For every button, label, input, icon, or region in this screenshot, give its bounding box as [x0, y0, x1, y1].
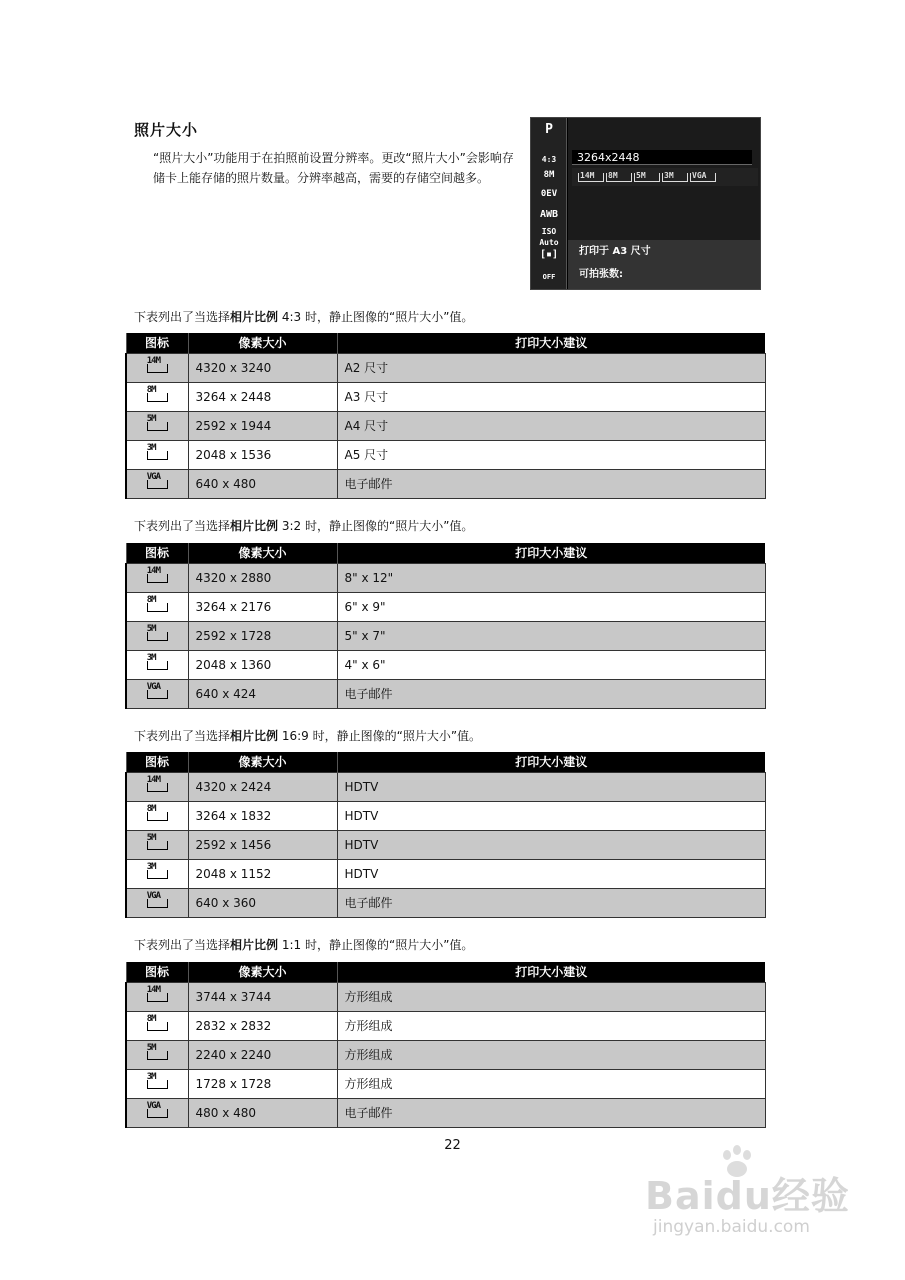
table-row [126, 1011, 765, 1040]
table-row [126, 830, 765, 859]
header-icon: 图标 [126, 962, 188, 982]
header-pixels: 像素大小 [188, 962, 337, 982]
table-row [126, 411, 765, 440]
shots-remaining-label: 可拍张数: [579, 269, 623, 280]
print-size: A4 尺寸 [337, 411, 765, 440]
camera-info-panel [568, 240, 761, 290]
header-icon: 图标 [126, 752, 188, 772]
size-vga-icon: VGA [126, 1098, 188, 1127]
print-size: A3 尺寸 [337, 382, 765, 411]
pixel-size: 4320 x 2424 [188, 772, 337, 801]
table-header [126, 333, 765, 353]
header-print: 打印大小建议 [337, 752, 765, 772]
table-row [126, 772, 765, 801]
watermark-text: Baidu经验 [645, 1174, 850, 1218]
table-row [126, 982, 765, 1011]
size-vga-icon: VGA [126, 888, 188, 917]
header-icon: 图标 [126, 543, 188, 563]
table-row [126, 650, 765, 679]
pixel-size: 2048 x 1536 [188, 440, 337, 469]
white-balance-icon: AWB [539, 209, 559, 220]
size-3m-icon: 3M [126, 650, 188, 679]
print-size: 电子邮件 [337, 469, 765, 498]
size-option-8m: 8M [606, 173, 632, 182]
size-3m-icon: 3M [126, 859, 188, 888]
table-caption-3-2: 下表列出了当选择相片比例 3:2 时，静止图像的“照片大小”值。 [134, 519, 474, 533]
baidu-watermark [645, 1143, 855, 1243]
camera-screen [530, 117, 761, 290]
table-row [126, 353, 765, 382]
size-8m-icon: 8M [126, 592, 188, 621]
pixel-size: 2048 x 1360 [188, 650, 337, 679]
size-5m-icon: 5M [126, 621, 188, 650]
program-mode-icon: P [545, 122, 553, 137]
size-14m-icon: 14M [126, 563, 188, 592]
size-table-3-2 [125, 543, 766, 709]
size-5m-icon: 5M [126, 830, 188, 859]
table-row [126, 382, 765, 411]
table-caption-16-9: 下表列出了当选择相片比例 16:9 时，静止图像的“照片大小”值。 [134, 729, 482, 743]
pixel-size: 4320 x 3240 [188, 353, 337, 382]
size-3m-icon: 3M [126, 440, 188, 469]
exposure-icon: 0EV [540, 189, 558, 199]
table-row [126, 592, 765, 621]
pixel-size: 3264 x 2448 [188, 382, 337, 411]
pixel-size: 2832 x 2832 [188, 1011, 337, 1040]
pixel-size: 3264 x 2176 [188, 592, 337, 621]
print-size: A2 尺寸 [337, 353, 765, 382]
size-3m-icon: 3M [126, 1069, 188, 1098]
print-size: 方形组成 [337, 1040, 765, 1069]
table-header [126, 543, 765, 563]
size-8m-icon: 8M [126, 801, 188, 830]
table-row [126, 888, 765, 917]
size-14m-icon: 14M [126, 772, 188, 801]
table-caption-4-3: 下表列出了当选择相片比例 4:3 时，静止图像的“照片大小”值。 [134, 310, 474, 324]
camera-main-panel [568, 118, 761, 290]
color-effect-icon: OFF [542, 273, 556, 281]
size-5m-icon: 5M [126, 411, 188, 440]
print-size: 方形组成 [337, 982, 765, 1011]
header-print: 打印大小建议 [337, 962, 765, 982]
watermark-url: jingyan.baidu.com [653, 1217, 810, 1237]
header-pixels: 像素大小 [188, 333, 337, 353]
aspect-ratio-icon: 4:3 [541, 155, 557, 164]
table-row [126, 440, 765, 469]
print-size: HDTV [337, 801, 765, 830]
size-table-16-9 [125, 752, 766, 918]
table-header [126, 752, 765, 772]
table-row [126, 1098, 765, 1127]
size-table-4-3 [125, 333, 766, 499]
print-size: 4" x 6" [337, 650, 765, 679]
selected-size: 3264x2448 [572, 150, 752, 165]
print-size: A5 尺寸 [337, 440, 765, 469]
pixel-size: 3744 x 3744 [188, 982, 337, 1011]
size-option-3m: 3M [662, 173, 688, 182]
print-size: 电子邮件 [337, 888, 765, 917]
print-size-info: 打印于 A3 尺寸 [579, 246, 651, 257]
page-number: 22 [444, 1138, 461, 1153]
size-14m-icon: 14M [126, 982, 188, 1011]
table-header [126, 962, 765, 982]
header-print: 打印大小建议 [337, 543, 765, 563]
print-size: 方形组成 [337, 1011, 765, 1040]
table-row [126, 469, 765, 498]
table-row [126, 621, 765, 650]
table-row [126, 801, 765, 830]
iso-icon: ISO Auto [539, 227, 559, 247]
table-row [126, 679, 765, 708]
table-row [126, 859, 765, 888]
size-option-vga: VGA [690, 173, 716, 182]
header-icon: 图标 [126, 333, 188, 353]
print-size: 6" x 9" [337, 592, 765, 621]
pixel-size: 480 x 480 [188, 1098, 337, 1127]
header-print: 打印大小建议 [337, 333, 765, 353]
photo-size-icon: 8M [543, 170, 555, 180]
print-size: 方形组成 [337, 1069, 765, 1098]
table-row [126, 1069, 765, 1098]
print-size: HDTV [337, 830, 765, 859]
size-table-1-1 [125, 962, 766, 1128]
metering-icon: [▪] [539, 249, 559, 260]
print-size: 5" x 7" [337, 621, 765, 650]
table-row [126, 1040, 765, 1069]
pixel-size: 2240 x 2240 [188, 1040, 337, 1069]
pixel-size: 640 x 480 [188, 469, 337, 498]
size-14m-icon: 14M [126, 353, 188, 382]
pixel-size: 3264 x 1832 [188, 801, 337, 830]
pixel-size: 640 x 424 [188, 679, 337, 708]
size-8m-icon: 8M [126, 382, 188, 411]
size-vga-icon: VGA [126, 679, 188, 708]
pixel-size: 4320 x 2880 [188, 563, 337, 592]
page-title: 照片大小 [134, 121, 199, 139]
table-row [126, 563, 765, 592]
pixel-size: 640 x 360 [188, 888, 337, 917]
camera-side-menu [531, 118, 567, 290]
size-8m-icon: 8M [126, 1011, 188, 1040]
pixel-size: 1728 x 1728 [188, 1069, 337, 1098]
print-size: 电子邮件 [337, 1098, 765, 1127]
size-options [572, 168, 758, 186]
pixel-size: 2048 x 1152 [188, 859, 337, 888]
print-size: HDTV [337, 859, 765, 888]
table-caption-1-1: 下表列出了当选择相片比例 1:1 时，静止图像的“照片大小”值。 [134, 938, 474, 952]
size-vga-icon: VGA [126, 469, 188, 498]
intro-paragraph: “照片大小”功能用于在拍照前设置分辨率。更改“照片大小”会影响存储卡上能存储的照片数量。分辨率越高，需要的存储空间越多。 [153, 151, 514, 185]
print-size: HDTV [337, 772, 765, 801]
size-5m-icon: 5M [126, 1040, 188, 1069]
pixel-size: 2592 x 1728 [188, 621, 337, 650]
print-size: 电子邮件 [337, 679, 765, 708]
pixel-size: 2592 x 1944 [188, 411, 337, 440]
print-size: 8" x 12" [337, 563, 765, 592]
size-option-14m: 14M [578, 173, 604, 182]
pixel-size: 2592 x 1456 [188, 830, 337, 859]
size-option-5m: 5M [634, 173, 660, 182]
header-pixels: 像素大小 [188, 752, 337, 772]
header-pixels: 像素大小 [188, 543, 337, 563]
